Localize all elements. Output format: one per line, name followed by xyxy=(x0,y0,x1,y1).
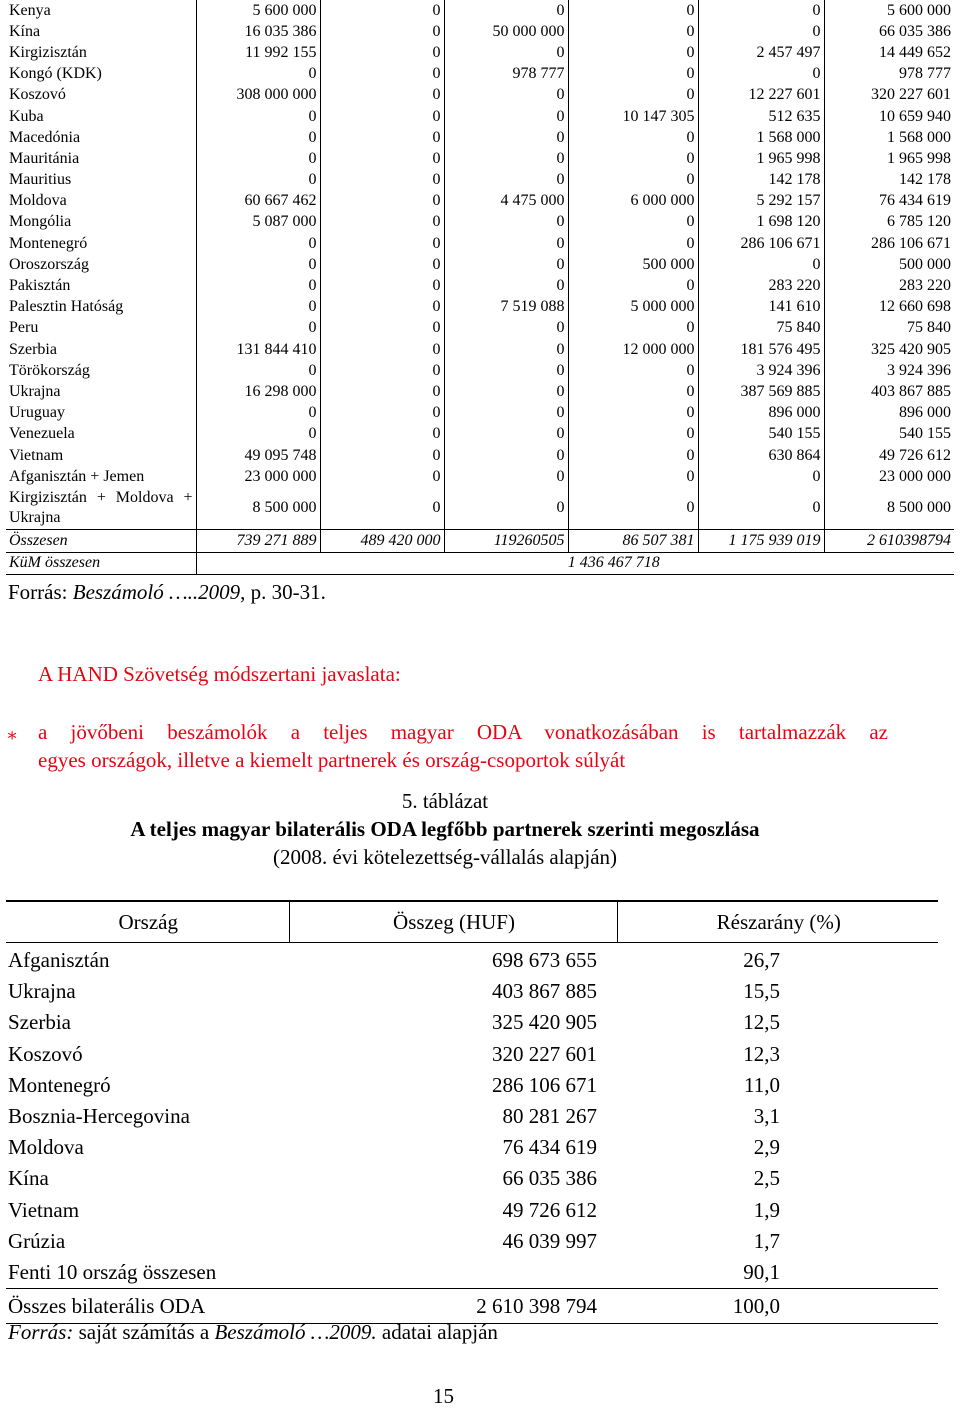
amount-cell: 0 xyxy=(196,318,320,339)
table-row xyxy=(6,297,954,318)
country-cell: Koszovó xyxy=(8,1041,83,1066)
amount-cell: 10 659 940 xyxy=(879,107,951,125)
amount-cell: 0 xyxy=(444,339,568,360)
amount-cell: 0 xyxy=(568,21,698,42)
total-amount: 739 271 889 xyxy=(196,530,320,552)
amount-cell: 0 xyxy=(196,64,320,85)
amount-cell: 5 292 157 xyxy=(698,191,824,212)
amount-cell: 403 867 885 xyxy=(871,382,951,400)
table-row xyxy=(6,360,954,381)
table-row xyxy=(6,233,954,254)
amount-cell: 0 xyxy=(444,170,568,191)
amount-cell: 0 xyxy=(568,403,698,424)
table-row xyxy=(6,1070,938,1101)
table2-source: Forrás: saját számítás a Beszámoló …2009. adatai alapján xyxy=(8,1320,498,1344)
amount-cell: 0 xyxy=(698,254,824,275)
amount-cell: 0 xyxy=(698,64,824,85)
amount-cell: 0 xyxy=(196,233,320,254)
country-cell: Afganisztán xyxy=(8,948,110,973)
amount-cell: 283 220 xyxy=(899,277,951,295)
country-cell: Venezuela xyxy=(6,424,196,445)
amount-cell: 80 281 267 xyxy=(502,1104,597,1129)
table-row xyxy=(6,212,954,233)
country-cell: Összes bilaterális ODA xyxy=(6,1289,289,1324)
country-cell: Koszovó xyxy=(6,85,196,106)
table-row xyxy=(6,1257,938,1289)
amount-cell: 0 xyxy=(196,403,320,424)
amount-cell: 512 635 xyxy=(698,106,824,127)
amount-cell: 0 xyxy=(196,148,320,169)
amount-cell: 0 xyxy=(568,212,698,233)
table1-source: Forrás: Beszámoló …..2009, p. 30-31. xyxy=(8,580,326,604)
amount-cell: 0 xyxy=(444,233,568,254)
amount-cell: 181 576 495 xyxy=(698,339,824,360)
table-row xyxy=(6,466,954,487)
table-row xyxy=(6,339,954,360)
amount-cell: 0 xyxy=(196,127,320,148)
amount-cell: 5 600 000 xyxy=(887,1,951,19)
country-cell: Montenegró xyxy=(8,1072,111,1097)
amount-cell: 0 xyxy=(568,85,698,106)
amount-cell: 0 xyxy=(568,42,698,63)
country-cell: Peru xyxy=(6,318,196,339)
country-aid-table xyxy=(6,0,954,575)
column-header: Ország xyxy=(6,901,289,943)
amount-cell: 0 xyxy=(320,127,444,148)
hand-recommendation-title: A HAND Szövetség módszertani javaslata: xyxy=(38,662,401,686)
amount-cell: 500 000 xyxy=(568,254,698,275)
country-cell: Mongólia xyxy=(6,212,196,233)
amount-cell: 540 155 xyxy=(899,425,951,443)
amount-cell: 3 924 396 xyxy=(887,361,951,379)
amount-cell: 0 xyxy=(568,487,698,530)
total-row xyxy=(6,1289,938,1324)
amount-cell: 76 434 619 xyxy=(879,192,951,210)
amount-cell: 0 xyxy=(320,487,444,530)
amount-cell: 286 106 671 xyxy=(871,234,951,252)
amount-cell: 320 227 601 xyxy=(871,86,951,104)
amount-cell: 0 xyxy=(444,318,568,339)
amount-cell: 283 220 xyxy=(698,275,824,296)
table-row xyxy=(6,127,954,148)
amount-cell: 540 155 xyxy=(698,424,824,445)
amount-cell: 12 660 698 xyxy=(879,298,951,316)
amount-cell: 66 035 386 xyxy=(879,22,951,40)
amount-cell: 131 844 410 xyxy=(196,339,320,360)
amount-cell: 0 xyxy=(568,445,698,466)
total-amount: 86 507 381 xyxy=(568,530,698,552)
share-cell: 12,3 xyxy=(743,1041,780,1066)
amount-cell: 0 xyxy=(320,360,444,381)
partner-share-table xyxy=(6,900,938,1324)
amount-cell: 0 xyxy=(568,233,698,254)
header-row xyxy=(6,901,938,943)
country-cell: Kirgizisztán xyxy=(6,42,196,63)
amount-cell: 0 xyxy=(320,64,444,85)
amount-cell: 66 035 386 xyxy=(502,1166,597,1191)
amount-cell: 23 000 000 xyxy=(196,466,320,487)
amount-cell: 11 992 155 xyxy=(196,42,320,63)
amount-cell: 286 106 671 xyxy=(492,1072,597,1097)
amount-cell: 325 420 905 xyxy=(492,1010,597,1035)
amount-cell: 2 457 497 xyxy=(698,42,824,63)
amount-cell: 142 178 xyxy=(698,170,824,191)
amount-cell: 0 xyxy=(698,0,824,21)
amount-cell: 0 xyxy=(444,254,568,275)
amount-cell: 698 673 655 xyxy=(492,948,597,973)
amount-cell: 0 xyxy=(444,85,568,106)
amount-cell: 10 147 305 xyxy=(568,106,698,127)
kum-label: KüM összesen xyxy=(6,552,196,574)
amount-cell: 0 xyxy=(320,445,444,466)
amount-cell: 0 xyxy=(568,170,698,191)
amount-cell: 1 965 998 xyxy=(698,148,824,169)
country-cell: Bosznia-Hercegovina xyxy=(8,1104,190,1129)
amount-cell: 0 xyxy=(444,42,568,63)
amount-cell: 0 xyxy=(320,106,444,127)
amount-cell: 0 xyxy=(444,466,568,487)
amount-cell: 0 xyxy=(320,0,444,21)
amount-cell: 0 xyxy=(196,424,320,445)
table-row xyxy=(6,1039,938,1070)
country-cell: Grúzia xyxy=(8,1228,66,1253)
table-row xyxy=(6,976,938,1007)
amount-cell: 387 569 885 xyxy=(698,381,824,402)
table-row xyxy=(6,318,954,339)
country-cell: Kenya xyxy=(6,0,196,21)
amount-cell: 0 xyxy=(568,0,698,21)
share-cell: 1,9 xyxy=(753,1197,780,1222)
country-cell: Kirgizisztán + Moldova + Ukrajna xyxy=(6,487,196,530)
amount-cell: 1 965 998 xyxy=(887,149,951,167)
country-cell: Kuba xyxy=(6,106,196,127)
table-row xyxy=(6,1101,938,1132)
amount-cell: 1 698 120 xyxy=(698,212,824,233)
table-row xyxy=(6,487,954,530)
table-row xyxy=(6,21,954,42)
table-row xyxy=(6,1226,938,1257)
country-cell: Ukrajna xyxy=(8,979,76,1004)
amount-cell: 14 449 652 xyxy=(879,43,951,61)
amount-cell: 0 xyxy=(444,0,568,21)
amount-cell: 0 xyxy=(444,127,568,148)
total-amount: 2 610398794 xyxy=(824,530,954,552)
amount-cell: 0 xyxy=(444,360,568,381)
amount-cell: 142 178 xyxy=(899,171,951,189)
amount-cell: 0 xyxy=(320,381,444,402)
amount-cell: 0 xyxy=(320,21,444,42)
bullet-line-1: a jövőbeni beszámolók a teljes magyar ODA vonatkozásában is tartalmazzák az xyxy=(38,720,888,744)
table-row xyxy=(6,106,954,127)
total-label: Összesen xyxy=(6,530,196,552)
table-row xyxy=(6,275,954,296)
amount-cell: 0 xyxy=(698,21,824,42)
amount-cell: 0 xyxy=(196,170,320,191)
share-cell: 12,5 xyxy=(743,1010,780,1035)
table-row xyxy=(6,943,938,977)
table-row xyxy=(6,42,954,63)
table-row xyxy=(6,445,954,466)
amount-cell: 0 xyxy=(320,339,444,360)
total-amount: 1 175 939 019 xyxy=(698,530,824,552)
amount-cell: 286 106 671 xyxy=(698,233,824,254)
table-row xyxy=(6,424,954,445)
amount-cell: 0 xyxy=(444,424,568,445)
amount-cell: 8 500 000 xyxy=(196,487,320,530)
country-cell: Kína xyxy=(6,21,196,42)
country-cell: Pakisztán xyxy=(6,275,196,296)
country-cell: Mauritánia xyxy=(6,148,196,169)
table-row xyxy=(6,191,954,212)
country-cell: Palesztin Hatóság xyxy=(6,297,196,318)
share-cell: 2,9 xyxy=(753,1135,780,1160)
amount-cell: 896 000 xyxy=(899,404,951,422)
amount-cell: 0 xyxy=(568,127,698,148)
amount-cell: 1 568 000 xyxy=(698,127,824,148)
country-cell: Szerbia xyxy=(6,339,196,360)
amount-cell xyxy=(289,1257,617,1289)
amount-cell: 0 xyxy=(320,403,444,424)
amount-cell: 0 xyxy=(568,360,698,381)
amount-cell: 0 xyxy=(320,466,444,487)
amount-cell: 16 298 000 xyxy=(196,381,320,402)
column-header: Összeg (HUF) xyxy=(289,901,617,943)
kum-total-row xyxy=(6,552,954,574)
amount-cell: 0 xyxy=(196,275,320,296)
country-cell: Kongó (KDK) xyxy=(6,64,196,85)
country-cell: Macedónia xyxy=(6,127,196,148)
country-cell: Oroszország xyxy=(6,254,196,275)
amount-cell: 0 xyxy=(196,360,320,381)
amount-cell: 50 000 000 xyxy=(444,21,568,42)
amount-cell: 0 xyxy=(568,64,698,85)
total-amount: 119260505 xyxy=(444,530,568,552)
amount-cell: 6 000 000 xyxy=(568,191,698,212)
amount-cell: 896 000 xyxy=(698,403,824,424)
table-title: A teljes magyar bilaterális ODA legfőbb partnerek szerinti megoszlása xyxy=(130,817,760,841)
amount-cell: 0 xyxy=(196,297,320,318)
amount-cell: 0 xyxy=(568,275,698,296)
amount-cell: 0 xyxy=(320,170,444,191)
amount-cell: 4 475 000 xyxy=(444,191,568,212)
table-row xyxy=(6,1132,938,1163)
amount-cell: 0 xyxy=(444,275,568,296)
amount-cell: 0 xyxy=(444,212,568,233)
amount-cell: 23 000 000 xyxy=(879,467,951,485)
table-row xyxy=(6,1163,938,1194)
amount-cell: 5 087 000 xyxy=(196,212,320,233)
bullet-line-2: egyes országok, illetve a kiemelt partnerek és ország-csoportok súlyát xyxy=(38,748,626,772)
amount-cell: 0 xyxy=(444,106,568,127)
amount-cell: 5 000 000 xyxy=(568,297,698,318)
amount-cell: 0 xyxy=(444,148,568,169)
country-cell: Vietnam xyxy=(6,445,196,466)
country-cell: Kína xyxy=(8,1166,49,1191)
amount-cell: 0 xyxy=(568,318,698,339)
table-row xyxy=(6,1007,938,1038)
amount-cell: 0 xyxy=(568,381,698,402)
amount-cell: 16 035 386 xyxy=(196,21,320,42)
amount-cell: 5 600 000 xyxy=(196,0,320,21)
amount-cell: 0 xyxy=(320,424,444,445)
amount-cell: 60 667 462 xyxy=(196,191,320,212)
share-cell: 100,0 xyxy=(617,1289,938,1324)
table-subtitle: (2008. évi kötelezettség-vállalás alapján) xyxy=(272,845,618,869)
total-row xyxy=(6,530,954,552)
amount-cell: 0 xyxy=(320,42,444,63)
table-row xyxy=(6,403,954,424)
amount-cell: 320 227 601 xyxy=(492,1041,597,1066)
amount-cell: 0 xyxy=(320,318,444,339)
total-amount: 489 420 000 xyxy=(320,530,444,552)
country-cell: Vietnam xyxy=(8,1197,80,1222)
table-row xyxy=(6,254,954,275)
page-number: 15 xyxy=(433,1384,454,1408)
amount-cell: 7 519 088 xyxy=(444,297,568,318)
amount-cell: 2 610 398 794 xyxy=(289,1289,617,1324)
share-cell: 2,5 xyxy=(753,1166,780,1191)
amount-cell: 0 xyxy=(568,424,698,445)
amount-cell: 0 xyxy=(320,254,444,275)
amount-cell: 0 xyxy=(320,191,444,212)
country-cell: Szerbia xyxy=(8,1010,71,1035)
amount-cell: 500 000 xyxy=(899,255,951,273)
country-cell: Uruguay xyxy=(6,403,196,424)
amount-cell: 46 039 997 xyxy=(502,1228,597,1253)
amount-cell: 75 840 xyxy=(907,319,951,337)
amount-cell: 12 227 601 xyxy=(698,85,824,106)
table-number: 5. táblázat xyxy=(401,789,489,813)
country-cell: Ukrajna xyxy=(6,381,196,402)
amount-cell: 978 777 xyxy=(899,65,951,83)
amount-cell: 325 420 905 xyxy=(871,340,951,358)
amount-cell: 8 500 000 xyxy=(887,499,951,517)
table-row xyxy=(6,0,954,21)
amount-cell: 0 xyxy=(320,85,444,106)
amount-cell: 6 785 120 xyxy=(887,213,951,231)
amount-cell: 0 xyxy=(320,297,444,318)
amount-cell: 0 xyxy=(444,403,568,424)
amount-cell: 75 840 xyxy=(698,318,824,339)
amount-cell: 0 xyxy=(320,275,444,296)
amount-cell: 630 864 xyxy=(698,445,824,466)
amount-cell: 0 xyxy=(568,466,698,487)
country-cell: Montenegró xyxy=(6,233,196,254)
share-cell: 3,1 xyxy=(753,1104,780,1129)
column-header: Részarány (%) xyxy=(617,901,938,943)
country-cell: Moldova xyxy=(6,191,196,212)
amount-cell: 0 xyxy=(196,254,320,275)
table-row xyxy=(6,148,954,169)
share-cell: 1,7 xyxy=(753,1228,780,1253)
amount-cell: 308 000 000 xyxy=(196,85,320,106)
amount-cell: 3 924 396 xyxy=(698,360,824,381)
amount-cell: 978 777 xyxy=(444,64,568,85)
amount-cell: 0 xyxy=(444,445,568,466)
amount-cell: 403 867 885 xyxy=(492,979,597,1004)
amount-cell: 141 610 xyxy=(698,297,824,318)
share-cell: 90,1 xyxy=(743,1259,780,1284)
amount-cell: 1 568 000 xyxy=(887,128,951,146)
amount-cell: 49 726 612 xyxy=(879,446,951,464)
amount-cell: 49 095 748 xyxy=(196,445,320,466)
amount-cell: 76 434 619 xyxy=(502,1135,597,1160)
table-row xyxy=(6,381,954,402)
amount-cell: 0 xyxy=(320,212,444,233)
amount-cell: 49 726 612 xyxy=(502,1197,597,1222)
share-cell: 15,5 xyxy=(743,979,780,1004)
table-row xyxy=(6,170,954,191)
table-row xyxy=(6,1195,938,1226)
amount-cell: 0 xyxy=(444,381,568,402)
country-cell: Moldova xyxy=(8,1135,84,1160)
amount-cell: 0 xyxy=(444,487,568,530)
table-row xyxy=(6,64,954,85)
share-cell: 11,0 xyxy=(744,1072,780,1097)
amount-cell: 0 xyxy=(196,106,320,127)
amount-cell: 0 xyxy=(568,148,698,169)
country-cell: Fenti 10 ország összesen xyxy=(8,1259,217,1284)
kum-value: 1 436 467 718 xyxy=(196,552,954,574)
table-row xyxy=(6,85,954,106)
amount-cell: 12 000 000 xyxy=(568,339,698,360)
share-cell: 26,7 xyxy=(743,948,780,973)
amount-cell: 0 xyxy=(698,487,824,530)
asterisk-bullet-icon: ∗ xyxy=(6,725,19,745)
amount-cell: 0 xyxy=(320,233,444,254)
country-cell: Afganisztán + Jemen xyxy=(6,466,196,487)
country-cell: Mauritius xyxy=(6,170,196,191)
amount-cell: 0 xyxy=(320,148,444,169)
amount-cell: 0 xyxy=(698,466,824,487)
country-cell: Törökország xyxy=(6,360,196,381)
